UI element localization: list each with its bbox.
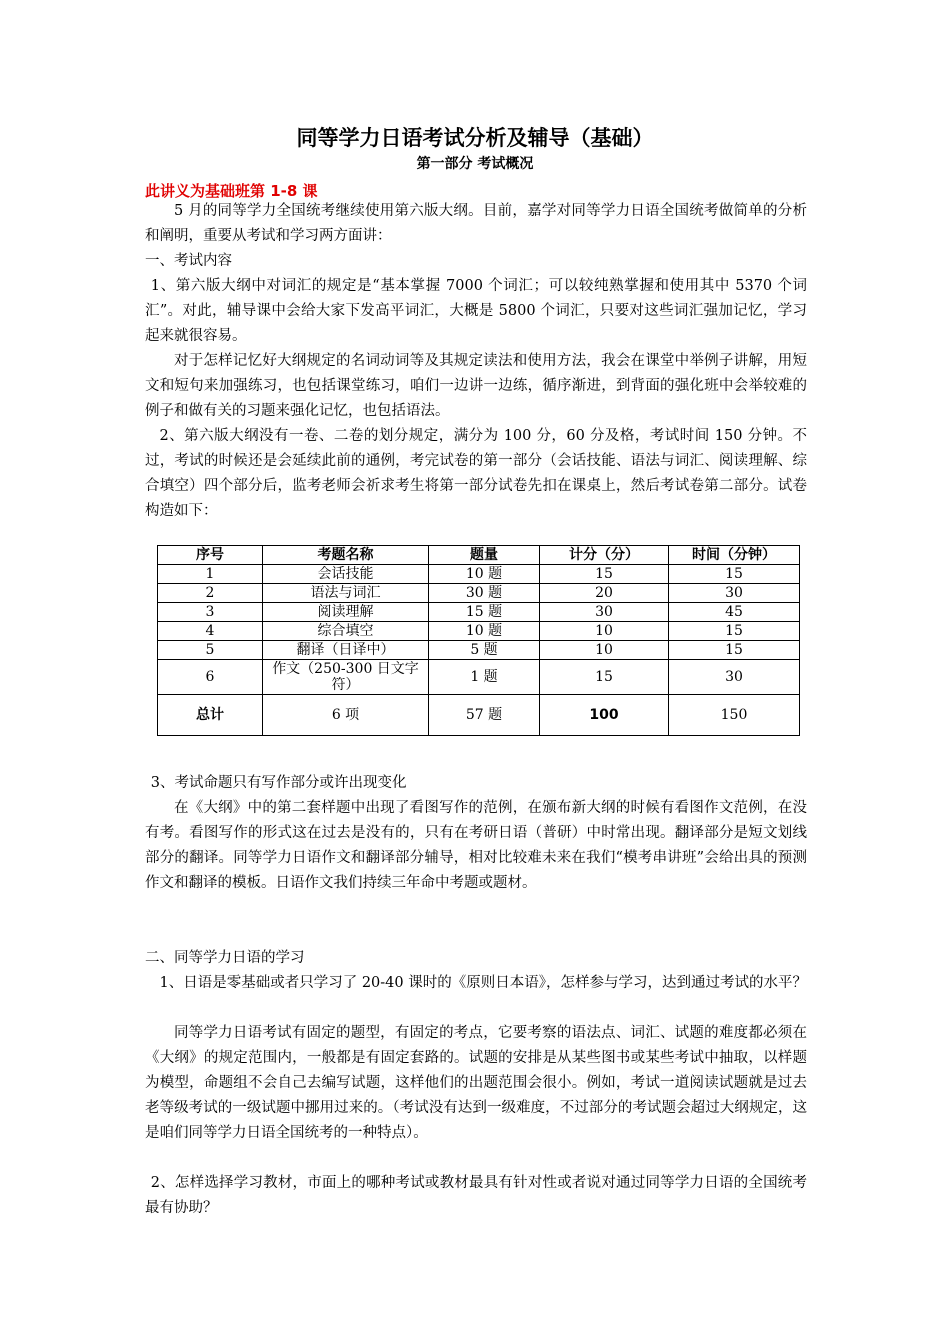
writing-paragraph: 在《大纲》中的第二套样题中出现了看图写作的范例，在颁布新大纲的时候有看图作文范例，在没有考。看图写作的形式这在过去是没有的，只有在考研日语（普研）中时常出现。翻译部分是短文划线部分的翻译。同等学力日语作文和翻译部分辅导，相对比较难未来在我们“模考串讲班”会给出具的预测作文和翻译的模板。日语作文我们持续三年命中考题或题材。 xyxy=(145,800,807,891)
table-row xyxy=(158,565,800,584)
cell: 阅读理解 xyxy=(263,603,429,622)
cell: 30 xyxy=(669,584,800,603)
cell: 语法与词汇 xyxy=(263,584,429,603)
table-row xyxy=(158,660,800,695)
table-total-row xyxy=(158,695,800,736)
cell: 15 xyxy=(669,565,800,584)
cell: 20 xyxy=(540,584,669,603)
cell: 1 xyxy=(158,565,263,584)
cell: 30 题 xyxy=(429,584,540,603)
section-heading-study: 二、同等学力日语的学习 xyxy=(145,950,305,966)
cell: 4 xyxy=(158,622,263,641)
document-title: 同等学力日语考试分析及辅导（基础） xyxy=(296,126,654,150)
cell: 10 xyxy=(540,641,669,660)
cell: 30 xyxy=(540,603,669,622)
cell: 5 题 xyxy=(429,641,540,660)
table-header-row xyxy=(158,546,800,565)
cell: 15 xyxy=(540,565,669,584)
exam-paragraph: 同等学力日语考试有固定的题型，有固定的考点，它要考察的语法点、词汇、试题的难度都必须在《大纲》的规定范围内，一般都是有固定套路的。试题的安排是从某些图书或某些考试中抽取，以样题为模型，命题组不会自己去编写试题，这样他们的出题范围会很小。例如，考试一道阅读试题就是过去老等级考试的一级试题中挪用过来的。（考试没有达到一级难度，不过部分的考试题会超过大纲规定，这是咱们同等学力日语全国统考的一种特点）。 xyxy=(145,1025,807,1141)
course-note: 此讲义为基础班第 1-8 课 xyxy=(145,182,318,200)
total-label: 总计 xyxy=(158,695,263,736)
cell: 2 xyxy=(158,584,263,603)
exam-structure-table xyxy=(157,545,800,736)
question-1: 1、日语是零基础或者只学习了 20-40 课时的《原则日本语》，怎样参与学习，达到通过考试的水平？ xyxy=(159,975,807,991)
col-header-time: 时间（分钟） xyxy=(669,546,800,565)
vocab-paragraph: 1、第六版大纲中对词汇的规定是“基本掌握 7000 个词汇；可以较纯熟掌握和使用其中 5370 个词汇”。对此，辅导课中会给大家下发高平词汇，大概是 5800 个词汇，只要对这些词汇强加记忆，学习起来就很容易。 xyxy=(145,278,807,344)
structure-paragraph: 2、第六版大纲没有一卷、二卷的划分规定，满分为 100 分，60 分及格，考试时间 150 分钟。不过，考试的时候还是会延续此前的通例，考完试卷的第一部分（会话技能、语法与词汇、阅读理解、综合填空）四个部分后，监考老师会祈求考生将第一部分试卷先扣在课桌上，然后考试卷第二部分。试卷构造如下： xyxy=(145,428,807,519)
cell: 会话技能 xyxy=(263,565,429,584)
cell: 15 xyxy=(669,641,800,660)
cell: 10 xyxy=(540,622,669,641)
question-2: 2、怎样选择学习教材，市面上的哪种考试或教材最具有针对性或者说对通过同等学力日语的全国统考最有协助？ xyxy=(145,1175,807,1216)
part-heading: 第一部分 考试概况 xyxy=(416,156,534,172)
cell: 1 题 xyxy=(429,660,540,695)
cell: 15 xyxy=(669,622,800,641)
cell: 作文（250-300 日文字符） xyxy=(263,660,429,695)
col-header-score: 计分（分） xyxy=(540,546,669,565)
col-header-number: 序号 xyxy=(158,546,263,565)
cell: 15 题 xyxy=(429,603,540,622)
memory-paragraph: 对于怎样记忆好大纲规定的名词动词等及其规定读法和使用方法，我会在课堂中举例子讲解，用短文和短句来加强练习，也包括课堂练习，咱们一边讲一边练，循序渐进，到背面的强化班中会举较难的例子和做有关的习题来强化记忆，也包括语法。 xyxy=(145,353,807,419)
cell: 6 xyxy=(158,660,263,695)
col-header-name: 考题名称 xyxy=(263,546,429,565)
cell: 5 xyxy=(158,641,263,660)
cell: 综合填空 xyxy=(263,622,429,641)
table-row xyxy=(158,622,800,641)
total-time: 150 xyxy=(669,695,800,736)
total-score: 100 xyxy=(540,695,669,736)
cell: 15 xyxy=(540,660,669,695)
cell: 45 xyxy=(669,603,800,622)
cell: 10 题 xyxy=(429,622,540,641)
cell: 翻译（日译中） xyxy=(263,641,429,660)
cell: 3 xyxy=(158,603,263,622)
cell: 10 题 xyxy=(429,565,540,584)
section-heading-content: 一、考试内容 xyxy=(145,253,232,269)
total-items: 6 项 xyxy=(263,695,429,736)
table-row xyxy=(158,584,800,603)
writing-change-heading: 3、考试命题只有写作部分或许出现变化 xyxy=(150,775,407,791)
col-header-count: 题量 xyxy=(429,546,540,565)
intro-paragraph: 5 月的同等学力全国统考继续使用第六版大纲。目前，嘉学对同等学力日语全国统考做简单的分析和阐明，重要从考试和学习两方面讲： xyxy=(145,203,807,244)
total-questions: 57 题 xyxy=(429,695,540,736)
table-row xyxy=(158,641,800,660)
cell: 30 xyxy=(669,660,800,695)
table-row xyxy=(158,603,800,622)
